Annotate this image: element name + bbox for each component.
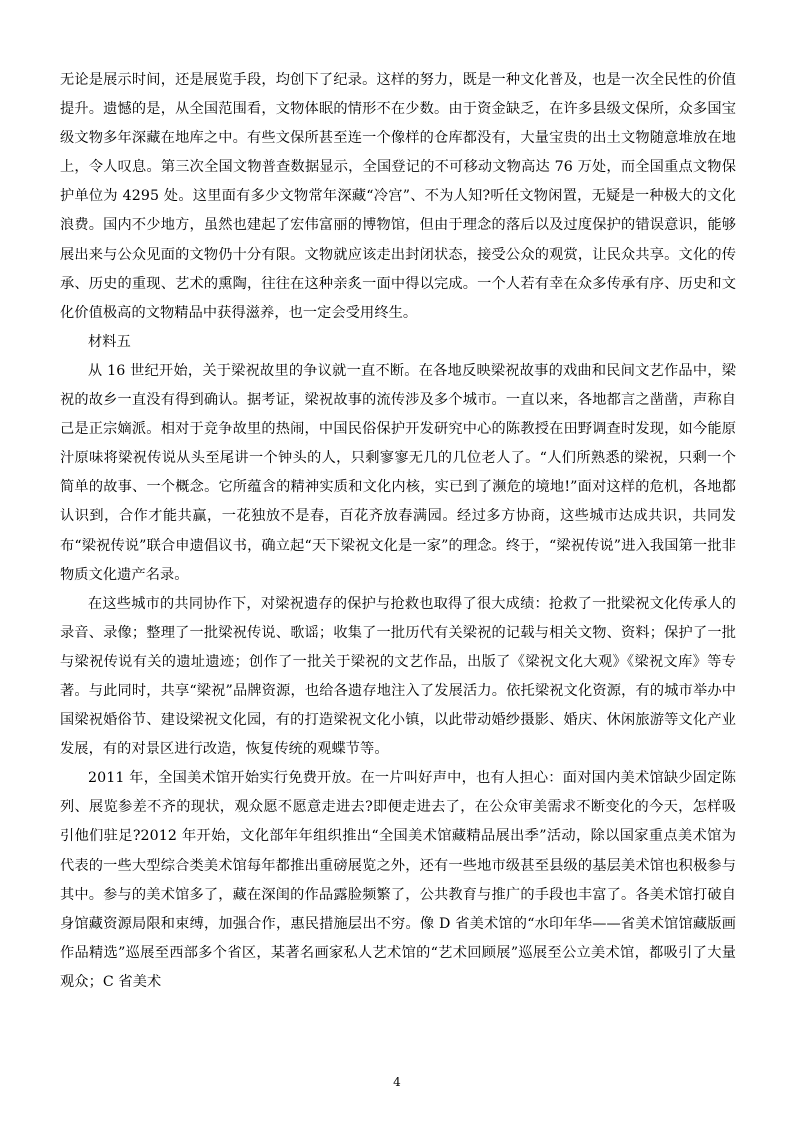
section-heading-material-five: 材料五 — [88, 333, 131, 350]
document-body — [60, 66, 736, 997]
paragraph-liangzhu-protection: 在这些城市的共同协作下，对梁祝遗存的保护与抢救也取得了很大成绩：抢救了一批梁祝文化传承人的录音、录像；整理了一批梁祝传说、歌谣；收集了一批历代有关梁祝的记载与相关文物、资料；保护了一批与梁祝传说有关的遗址遗迹；创作了一批关于梁祝的文艺作品，出版了《梁祝文化大观》《梁祝文库》等专著。与此同时，共享“梁祝”品牌资源，也给各遗存地注入了发展活力。依托梁祝文化资源，有的城市举办中国梁祝婚俗节、建设梁祝文化园，有的打造梁祝文化小镇，以此带动婚纱摄影、婚庆、休闲旅游等文化产业发展，有的对景区进行改造，恢复传统的观蝶节等。 — [60, 595, 736, 758]
paragraph-art-museums: 2011 年，全国美术馆开始实行免费开放。在一片叫好声中，也有人担心：面对国内美术馆缺少固定陈列、展览参差不齐的现状，观众愿不愿意走进去?即便走进去了，在公众审美需求不断变化的今天，怎样吸引他们驻足?2012 年开始，文化部年年组织推出“全国美术馆藏精品展出季”活动，除以国家重点美术馆为代表的一些大型综合类美术馆每年都推出重磅展览之外，还有一些地市级甚至县级的基层美术馆也积极参与其中。参与的美术馆多了，藏在深闺的作品露脸频繁了，公共教育与推广的手段也丰富了。各美术馆打破自身馆藏资源局限和束缚，加强合作，惠民措施层出不穷。像 D 省美术馆的“水印年华——省美术馆馆藏版画作品精选”巡展至西部多个省区，某著名画家私人艺术馆的“艺术回顾展”巡展至公立美术馆，都吸引了大量观众；C 省美术 — [60, 770, 736, 990]
page-number: 4 — [393, 1075, 401, 1089]
paragraph-liangzhu-dispute: 从 16 世纪开始，关于梁祝故里的争议就一直不断。在各地反映梁祝故事的戏曲和民间文艺作品中，梁祝的故乡一直没有得到确认。据考证，梁祝故事的流传涉及多个城市。一直以来，各地都言之凿凿，声称自己是正宗嫡派。相对于竞争故里的热闹，中国民俗保护开发研究中心的陈教授在田野调查时发现，如今能原汁原味将梁祝传说从头至尾讲一个钟头的人，只剩寥寥无几的几位老人了。“人们所熟悉的梁祝，只剩一个简单的故事、一个概念。它所蕴含的精神实质和文化内核，实已到了濒危的境地!”面对这样的危机，各地都认识到，合作才能共赢，一花独放不是春，百花齐放春满园。经过多方协商，这些城市达成共识，共同发布“梁祝传说”联合申遗倡议书，确立起“天下梁祝文化是一家”的理念。终于，“梁祝传说”进入我国第一批非物质文化遗产名录。 — [60, 362, 736, 583]
paragraph-continuation: 无论是展示时间，还是展览手段，均创下了纪录。这样的努力，既是一种文化普及，也是一次全民性的价值提升。遗憾的是，从全国范围看，文物体眠的情形不在少数。由于资金缺乏，在许多县级文保所，众多国宝级文物多年深藏在地库之中。有些文保所甚至连一个像样的仓库都没有，大量宝贵的出土文物随意堆放在地上，令人叹息。第三次全国文物普查数据显示，全国登记的不可移动文物高达 76 万处，而全国重点文物保护单位为 4295 处。这里面有多少文物常年深藏“冷宫”、不为人知?听任文物闲置，无疑是一种极大的文化浪费。国内不少地方，虽然也建起了宏伟富丽的博物馆，但由于理念的落后以及过度保护的错误意识，能够展出来与公众见面的文物仍十分有限。文物就应该走出封闭状态，接受公众的观赏，让民众共享。文化的传承、历史的重现、艺术的熏陶，往往在这种亲炙一面中得以完成。一个人若有幸在众多传承有序、历史和文化价值极高的文物精品中获得滋养，也一定会受用终生。 — [60, 72, 736, 321]
